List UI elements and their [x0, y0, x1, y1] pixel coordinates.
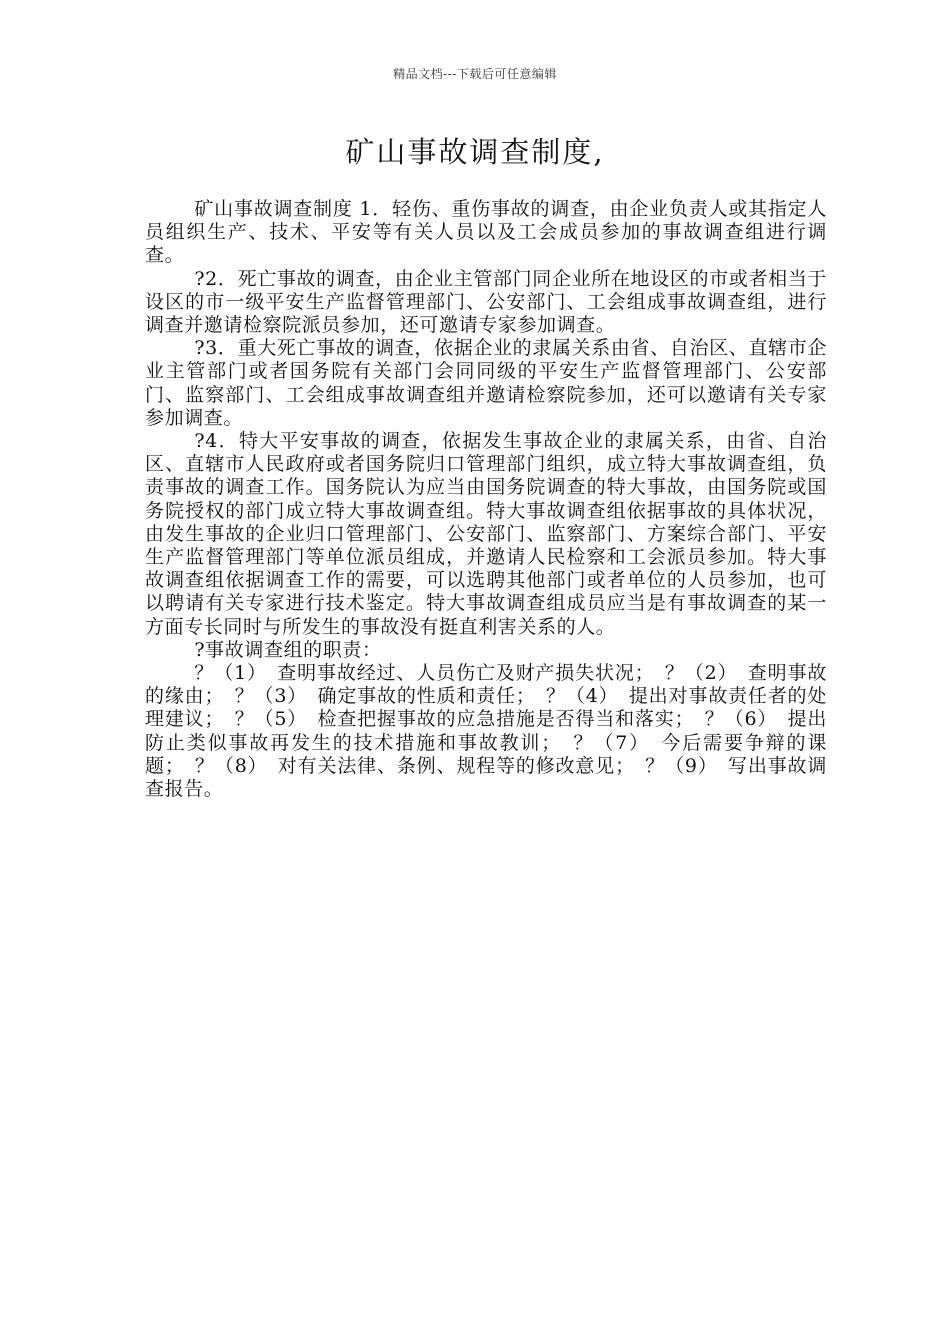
page-header: 精品文档---下载后可任意编辑	[393, 67, 557, 81]
document-body	[145, 198, 827, 801]
document-title: 矿山事故调查制度,	[345, 135, 605, 169]
paragraph-6: ？（1） 查明事故经过、人员伤亡及财产损失状况； ？（2） 查明事故的缘由； ？（3） 确定事故的性质和责任； ？（4） 提出对事故责任者的处理建议； ？（5） 检查把握事故的应急措施是否得当和落实； ？（6） 提出防止类似事故再发生的技术措施和事故教训； ？（7） 今后需要争辩的课题； ？（8） 对有关法律、条例、规程等的修改意见； ？（9） 写出事故调查报告。	[145, 662, 827, 801]
paragraph-2: ?2．死亡事故的调查，由企业主管部门同企业所在地设区的市或者相当于设区的市一级平安生产监督管理部门、公安部门、工会组成事故调查组，进行调查并邀请检察院派员参加，还可邀请专家参加调查。	[145, 267, 827, 337]
paragraph-3: ?3．重大死亡事故的调查，依据企业的隶属关系由省、自治区、直辖市企业主管部门或者国务院有关部门会同同级的平安生产监督管理部门、公安部门、监察部门、工会组成事故调查组并邀请检察院参加，还可以邀请有关专家参加调查。	[145, 337, 827, 429]
paragraph-5: ?事故调查组的职责：	[194, 638, 382, 661]
paragraph-4: ?4．特大平安事故的调查，依据发生事故企业的隶属关系，由省、自治区、直辖市人民政府或者国务院归口管理部门组织，成立特大事故调查组，负责事故的调查工作。国务院认为应当由国务院调查的特大事故，由国务院或国务院授权的部门成立特大事故调查组。特大事故调查组依据事故的具体状况，由发生事故的企业归口管理部门、公安部门、监察部门、方案综合部门、平安生产监督管理部门等单位派员组成，并邀请人民检察和工会派员参加。特大事故调查组依据调查工作的需要，可以选聘其他部门或者单位的人员参加，也可以聘请有关专家进行技术鉴定。特大事故调查组成员应当是有事故调查的某一方面专长同时与所发生的事故没有挺直利害关系的人。	[145, 430, 827, 638]
paragraph-1: 矿山事故调查制度 1．轻伤、重伤事故的调查，由企业负责人或其指定人员组织生产、技术、平安等有关人员以及工会成员参加的事故调查组进行调查。	[145, 198, 827, 267]
